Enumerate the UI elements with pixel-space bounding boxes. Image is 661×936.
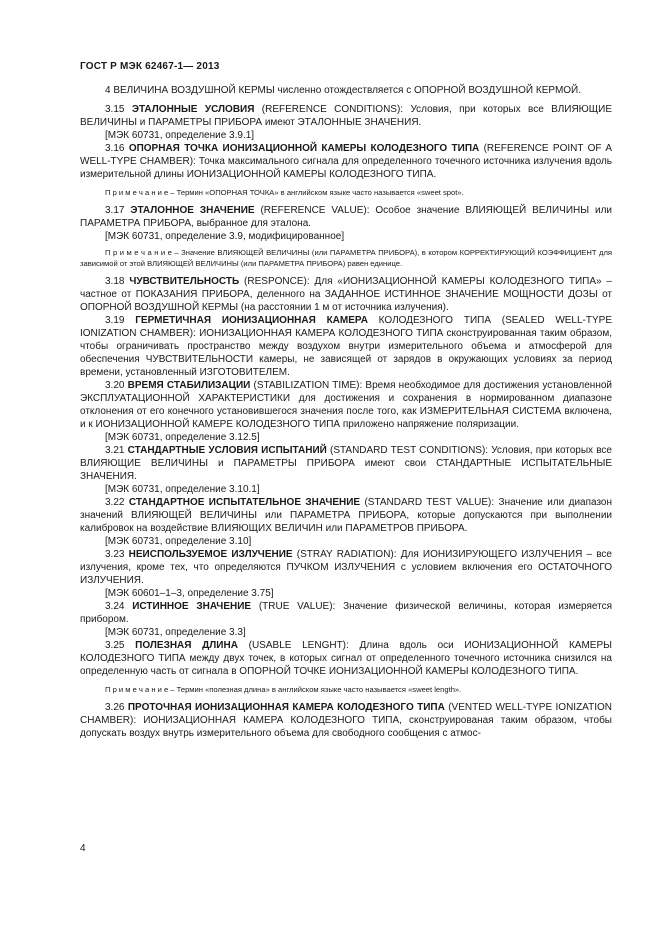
definition-reference: [МЭК 60731, определение 3.10.1] (105, 484, 260, 495)
definition-reference: [МЭК 60601–1–3, определение 3.75] (105, 588, 274, 599)
definition-text: (RESPONCE): Для «ИОНИЗАЦИОННОЙ КАМЕРЫ КОЛОДЕЗНОГО ТИПА» – частное от ПОКАЗАНИЯ ПРИБОРА, деленного на ЗАДАННОЕ ИСТИННОЕ ЗНАЧЕНИЕ МОЩНОСТИ ДОЗЫ от ОПОРНОЙ ВОЗДУШНОЙ КЕРМЫ (на расстоянии 1 м от источника излучения). (80, 276, 612, 313)
definition-term: ПОЛЕЗНАЯ ДЛИНА (135, 640, 238, 651)
definition-term: ЭТАЛОННОЕ ЗНАЧЕНИЕ (130, 205, 255, 216)
definition-number: 3.23 (105, 549, 129, 560)
definition-note: П р и м е ч а н и е – Термин «ОПОРНАЯ ТОЧКА» в английском языке часто называется «sweet spot». (105, 188, 464, 197)
definition-text: (REFERENCE POINT OF A WELL-TYPE CHAMBER): Точка максимального сигнала для определенного точечного источника излучения вдоль измерительной длины ИОНИЗАЦИОННОЙ КАМЕРЫ КОЛОДЕЗНОГО ТИПА. (80, 143, 612, 180)
definition-term: ГЕРМЕТИЧНАЯ ИОНИЗАЦИОННАЯ КАМЕРА (135, 315, 368, 326)
definition-3-22 (80, 496, 612, 535)
document-header: ГОСТ Р МЭК 62467-1— 2013 (80, 61, 220, 72)
definition-reference: [МЭК 60731, определение 3.12.5] (105, 432, 260, 443)
definition-term: СТАНДАРТНОЕ ИСПЫТАТЕЛЬНОЕ ЗНАЧЕНИЕ (128, 497, 361, 508)
definition-3-19 (80, 314, 612, 379)
definition-3-20 (80, 379, 612, 431)
definition-text: (TRUE VALUE): Значение физической величины, которая измеряется прибором. (80, 601, 612, 625)
definition-text: (STABILIZATION TIME): Время необходимое для достижения установленной ЭКСПЛУАТАЦИОННОЙ ХАРАКТЕРИСТИКИ для достижения и сохранения в нормированном диапазоне отклонения от его конечного установившегося значения после того, как ИЗМЕРИТЕЛЬНАЯ СИСТЕМА включена, и к ИОНИЗАЦИОННОЙ КАМЕРЕ КОЛОДЕЗНОГО ТИПА приложено напряжение поляризации. (80, 380, 612, 430)
document-body (80, 84, 612, 740)
definition-reference: [МЭК 60731, определение 3.9.1] (105, 130, 255, 141)
definition-term: ИСТИННОЕ ЗНАЧЕНИЕ (132, 601, 252, 612)
definition-number: 3.16 (105, 143, 129, 154)
definition-term: ЧУВСТВИТЕЛЬНОСТЬ (129, 276, 240, 287)
definition-3-25 (80, 639, 612, 678)
definition-reference: [МЭК 60731, определение 3.10] (105, 536, 252, 547)
definition-number: 3.19 (105, 315, 136, 326)
definition-term: СТАНДАРТНЫЕ УСЛОВИЯ ИСПЫТАНИЙ (127, 445, 327, 456)
definition-3-26 (80, 701, 612, 740)
definition-term: НЕИСПОЛЬЗУЕМОЕ ИЗЛУЧЕНИЕ (128, 549, 293, 560)
definition-text: (REFERENCE VALUE): Особое значение ВЛИЯЮЩЕЙ ВЕЛИЧИНЫ или ПАРАМЕТРА ПРИБОРА, выбранное для эталона. (80, 205, 612, 229)
definition-note: П р и м е ч а н и е – Значение ВЛИЯЮЩЕЙ ВЕЛИЧИНЫ (или ПАРАМЕТРА ПРИБОРА), в котором КОРРЕКТИРУЮЩИЙ КОЭФФИЦИЕНТ для зависимой от этой ВЛИЯЮЩЕЙ ВЕЛИЧИНЫ (или ПАРАМЕТРА ПРИБОРА) равен единице. (80, 248, 612, 268)
definition-term: ОПОРНАЯ ТОЧКА ИОНИЗАЦИОННОЙ КАМЕРЫ КОЛОДЕЗНОГО ТИПА (128, 143, 480, 154)
definition-term: ПРОТОЧНАЯ ИОНИЗАЦИОННАЯ КАМЕРА КОЛОДЕЗНОГО ТИПА (127, 702, 445, 713)
definition-text: (USABLE LENGHT): Длина вдоль оси ИОНИЗАЦИОННОЙ КАМЕРЫ КОЛОДЕЗНОГО ТИПА между двух точек, в которых сигнал от определенного точечного источника снизился на определенную часть от сигнала в ОПОРНОЙ ТОЧКЕ ИОНИЗАЦИОННОЙ КАМЕРЫ КОЛОДЕЗНОГО ТИПА. (80, 640, 612, 677)
definition-3-21 (80, 444, 612, 483)
definition-reference: [МЭК 60731, определение 3.3] (105, 627, 246, 638)
definition-3-15 (80, 103, 612, 129)
definition-reference: [МЭК 60731, определение 3.9, модифицированное] (105, 231, 345, 242)
definition-text: (VENTED WELL-TYPE IONIZATION CHAMBER): ИОНИЗАЦИОННАЯ КАМЕРА КОЛОДЕЗНОГО ТИПА, сконструированая таким образом, чтобы допускать воздух внутрь измерительного объема для свободного сообщения с атмос- (80, 702, 612, 739)
definition-text: (STANDARD TEST VALUE): Значение или диапазон значений ВЛИЯЮЩЕЙ ВЕЛИЧИНЫ или ПАРАМЕТРА ПРИБОРА, которые допускаются при выполнении калибровок на воздействие ВЛИЯЮЩИХ ВЕЛИЧИН или ПАРАМЕТРОВ ПРИБОРА. (80, 497, 613, 534)
definition-number: 3.22 (105, 497, 129, 508)
definition-text: КОЛОДЕЗНОГО ТИПА (SEALED WELL-TYPE IONIZATION CHAMBER): ИОНИЗАЦИОННАЯ КАМЕРА КОЛОДЕЗНОГО ТИПА сконструированная таким образом, чтобы ограничивать пространство между воздухом внутри измерительного объема и атмосферой для обеспечения ЧУВСТВИТЕЛЬНОСТИ камеры, не зависящей от зарядов в окружающих условиях за период времени, установленный ИЗГОТОВИТЕЛЕМ. (80, 315, 612, 378)
definition-text: (REFERENCE CONDITIONS): Условия, при которых все ВЛИЯЮЩИЕ ВЕЛИЧИНЫ и ПАРАМЕТРЫ ПРИБОРА имеют ЭТАЛОННЫЕ ЗНАЧЕНИЯ. (80, 104, 613, 128)
definition-number: 3.17 (105, 205, 131, 216)
definition-number: 3.25 (105, 640, 136, 651)
definition-number: 3.24 (105, 601, 133, 612)
definition-term: ЭТАЛОННЫЕ УСЛОВИЯ (131, 104, 255, 115)
definition-3-24 (80, 600, 612, 626)
definition-3-17 (80, 204, 612, 230)
definition-note: П р и м е ч а н и е – Термин «полезная длина» в английском языке часто называется «sweet length». (105, 685, 462, 694)
note-item-4: 4 ВЕЛИЧИНА ВОЗДУШНОЙ КЕРМЫ численно отождествляется с ОПОРНОЙ ВОЗДУШНОЙ КЕРМОЙ. (105, 85, 582, 96)
definition-number: 3.20 (105, 380, 128, 391)
definition-term: ВРЕМЯ СТАБИЛИЗАЦИИ (127, 380, 251, 391)
definition-3-23 (80, 548, 612, 587)
definition-text: (STANDARD TEST CONDITIONS): Условия, при которых все ВЛИЯЮЩИЕ ВЕЛИЧИНЫ и ПАРАМЕТРЫ ПРИБОРА имеют свои СТАНДАРТНЫЕ ИСПЫТАТЕЛЬНЫЕ ЗНАЧЕНИЯ. (80, 445, 612, 482)
definition-number: 3.18 (105, 276, 130, 287)
definition-number: 3.26 (105, 702, 128, 713)
page-number: 4 (80, 843, 86, 854)
definition-text: (STRAY RADIATION): Для ИОНИЗИРУЮЩЕГО ИЗЛУЧЕНИЯ – все излучения, кроме тех, что определяются ПУЧКОМ ИЗЛУЧЕНИЯ с условием включения его ОСТАТОЧНОГО ИЗЛУЧЕНИЯ. (80, 549, 612, 586)
definition-number: 3.15 (105, 104, 132, 115)
definition-3-18 (80, 275, 612, 314)
definition-number: 3.21 (105, 445, 128, 456)
definition-3-16 (80, 142, 612, 181)
